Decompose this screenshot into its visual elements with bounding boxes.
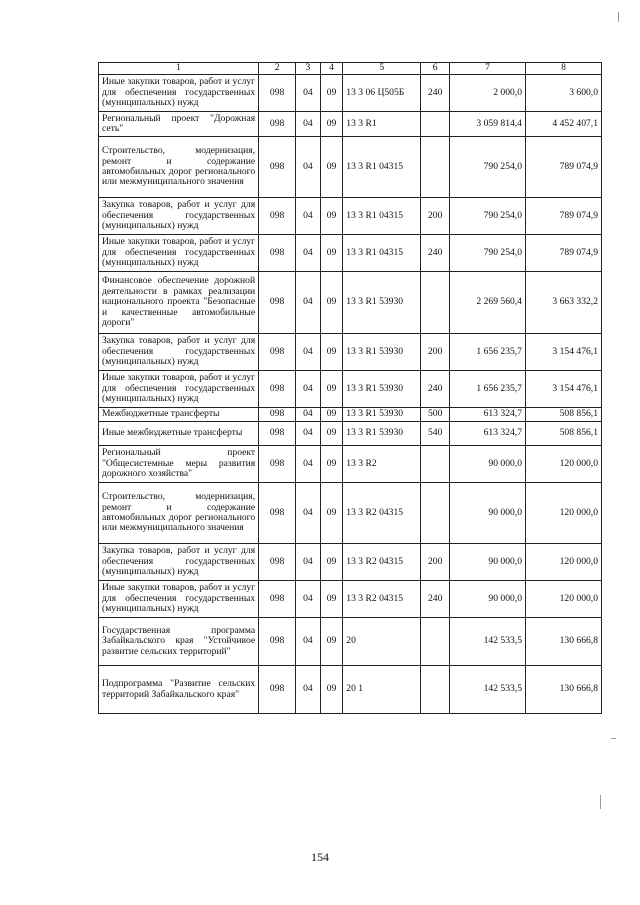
target-article: 13 3 R1 53930 [343,272,421,334]
ministry-code: 098 [259,446,296,483]
expense-name: Иные закупки товаров, работ и услуг для обеспечения государственных (муниципальных) нужд [99,581,259,618]
table-body [99,75,602,714]
subsection-code: 09 [320,112,343,137]
column-number: 7 [450,63,526,75]
ministry-code: 098 [259,371,296,408]
subsection-code: 09 [320,544,343,581]
expense-name: Закупка товаров, работ и услуг для обеспечения государственных (муниципальных) нужд [99,198,259,235]
amount-col8: 120 000,0 [525,483,601,544]
column-number: 1 [99,63,259,75]
expense-type: 240 [421,75,450,112]
target-article: 13 3 R2 04315 [343,483,421,544]
amount-col8: 130 666,8 [525,666,601,714]
subsection-code: 09 [320,137,343,198]
ministry-code: 098 [259,408,296,422]
column-number: 6 [421,63,450,75]
section-code: 04 [296,112,321,137]
ministry-code: 098 [259,235,296,272]
amount-col7: 2 269 560,4 [450,272,526,334]
amount-col8: 3 154 476,1 [525,371,601,408]
table-row [99,422,602,446]
subsection-code: 09 [320,334,343,371]
subsection-code: 09 [320,371,343,408]
expense-type [421,446,450,483]
scan-mark [600,795,601,809]
subsection-code: 09 [320,75,343,112]
target-article: 13 3 R1 [343,112,421,137]
expense-name: Строительство, модернизация, ремонт и содержание автомобильных дорог регионального или межмуниципального значения [99,137,259,198]
expense-type [421,618,450,666]
amount-col7: 2 000,0 [450,75,526,112]
subsection-code: 09 [320,198,343,235]
scan-mark [618,12,619,22]
section-code: 04 [296,137,321,198]
section-code: 04 [296,198,321,235]
target-article: 13 3 R1 53930 [343,371,421,408]
expense-type: 200 [421,544,450,581]
table-row [99,581,602,618]
expense-type: 240 [421,371,450,408]
amount-col8: 789 074,9 [525,137,601,198]
amount-col7: 1 656 235,7 [450,334,526,371]
section-code: 04 [296,618,321,666]
amount-col8: 120 000,0 [525,544,601,581]
target-article: 13 3 R1 04315 [343,137,421,198]
table-row [99,137,602,198]
amount-col8: 508 856,1 [525,422,601,446]
expense-name: Региональный проект "Дорожная сеть" [99,112,259,137]
amount-col8: 789 074,9 [525,235,601,272]
expense-type: 200 [421,334,450,371]
target-article: 13 3 R2 04315 [343,581,421,618]
page-number: 154 [311,850,329,864]
table-row [99,112,602,137]
subsection-code: 09 [320,581,343,618]
expense-name: Закупка товаров, работ и услуг для обеспечения государственных (муниципальных) нужд [99,544,259,581]
section-code: 04 [296,334,321,371]
scan-mark [611,738,616,739]
table-row [99,544,602,581]
expense-type [421,272,450,334]
section-code: 04 [296,581,321,618]
expense-name: Региональный проект "Общесистемные меры развития дорожного хозяйства" [99,446,259,483]
amount-col7: 90 000,0 [450,544,526,581]
ministry-code: 098 [259,75,296,112]
section-code: 04 [296,446,321,483]
section-code: 04 [296,371,321,408]
table-row [99,198,602,235]
section-code: 04 [296,408,321,422]
amount-col7: 790 254,0 [450,198,526,235]
target-article: 13 3 R1 53930 [343,408,421,422]
expense-type: 500 [421,408,450,422]
table-row [99,666,602,714]
ministry-code: 098 [259,666,296,714]
expense-type [421,666,450,714]
expense-name: Иные закупки товаров, работ и услуг для обеспечения государственных (муниципальных) нужд [99,371,259,408]
target-article: 13 3 R2 [343,446,421,483]
ministry-code: 098 [259,272,296,334]
amount-col7: 790 254,0 [450,235,526,272]
column-number: 3 [296,63,321,75]
table-row [99,618,602,666]
table-row [99,272,602,334]
table-row [99,75,602,112]
target-article: 13 3 R1 53930 [343,334,421,371]
expense-type [421,137,450,198]
amount-col7: 90 000,0 [450,581,526,618]
amount-col7: 613 324,7 [450,422,526,446]
section-code: 04 [296,235,321,272]
amount-col8: 3 600,0 [525,75,601,112]
expense-type: 240 [421,235,450,272]
amount-col7: 790 254,0 [450,137,526,198]
expense-type: 240 [421,581,450,618]
column-number: 4 [320,63,343,75]
column-number: 5 [343,63,421,75]
amount-col7: 90 000,0 [450,483,526,544]
target-article: 13 3 R1 53930 [343,422,421,446]
table-row [99,483,602,544]
ministry-code: 098 [259,198,296,235]
expense-type: 200 [421,198,450,235]
target-article: 20 [343,618,421,666]
section-code: 04 [296,75,321,112]
expense-name: Строительство, модернизация, ремонт и содержание автомобильных дорог регионального или межмуниципального значения [99,483,259,544]
subsection-code: 09 [320,408,343,422]
amount-col8: 3 154 476,1 [525,334,601,371]
expense-name: Иные межбюджетные трансферты [99,422,259,446]
ministry-code: 098 [259,112,296,137]
amount-col8: 789 074,9 [525,198,601,235]
amount-col8: 3 663 332,2 [525,272,601,334]
expense-type [421,483,450,544]
expense-type: 540 [421,422,450,446]
subsection-code: 09 [320,446,343,483]
table-header [99,63,602,75]
subsection-code: 09 [320,483,343,544]
subsection-code: 09 [320,666,343,714]
column-number-row [99,63,602,75]
amount-col8: 130 666,8 [525,618,601,666]
expense-name: Подпрограмма "Развитие сельских территорий Забайкальского края" [99,666,259,714]
table-row [99,334,602,371]
ministry-code: 098 [259,334,296,371]
subsection-code: 09 [320,272,343,334]
section-code: 04 [296,544,321,581]
target-article: 13 3 R1 04315 [343,198,421,235]
section-code: 04 [296,272,321,334]
table-row [99,235,602,272]
budget-table [98,62,602,714]
target-article: 13 3 R2 04315 [343,544,421,581]
expense-name: Межбюджетные трансферты [99,408,259,422]
expense-name: Закупка товаров, работ и услуг для обеспечения государственных (муниципальных) нужд [99,334,259,371]
ministry-code: 098 [259,483,296,544]
ministry-code: 098 [259,581,296,618]
section-code: 04 [296,666,321,714]
amount-col7: 613 324,7 [450,408,526,422]
subsection-code: 09 [320,422,343,446]
expense-name: Финансовое обеспечение дорожной деятельности в рамках реализации национального проекта "Безопасные и качественные автомобильные дороги" [99,272,259,334]
target-article: 13 3 06 Ц505Б [343,75,421,112]
table-row [99,371,602,408]
amount-col8: 120 000,0 [525,581,601,618]
section-code: 04 [296,483,321,544]
amount-col8: 120 000,0 [525,446,601,483]
amount-col8: 4 452 407,1 [525,112,601,137]
amount-col7: 142 533,5 [450,618,526,666]
amount-col7: 3 059 814,4 [450,112,526,137]
ministry-code: 098 [259,137,296,198]
subsection-code: 09 [320,235,343,272]
column-number: 8 [525,63,601,75]
target-article: 13 3 R1 04315 [343,235,421,272]
expense-name: Иные закупки товаров, работ и услуг для обеспечения государственных (муниципальных) нужд [99,75,259,112]
table-row [99,408,602,422]
ministry-code: 098 [259,544,296,581]
expense-type [421,112,450,137]
amount-col7: 90 000,0 [450,446,526,483]
ministry-code: 098 [259,422,296,446]
amount-col7: 142 533,5 [450,666,526,714]
amount-col8: 508 856,1 [525,408,601,422]
subsection-code: 09 [320,618,343,666]
target-article: 20 1 [343,666,421,714]
amount-col7: 1 656 235,7 [450,371,526,408]
expense-name: Государственная программа Забайкальского края "Устойчивое развитие сельских территорий" [99,618,259,666]
table-row [99,446,602,483]
column-number: 2 [259,63,296,75]
ministry-code: 098 [259,618,296,666]
expense-name: Иные закупки товаров, работ и услуг для обеспечения государственных (муниципальных) нужд [99,235,259,272]
section-code: 04 [296,422,321,446]
